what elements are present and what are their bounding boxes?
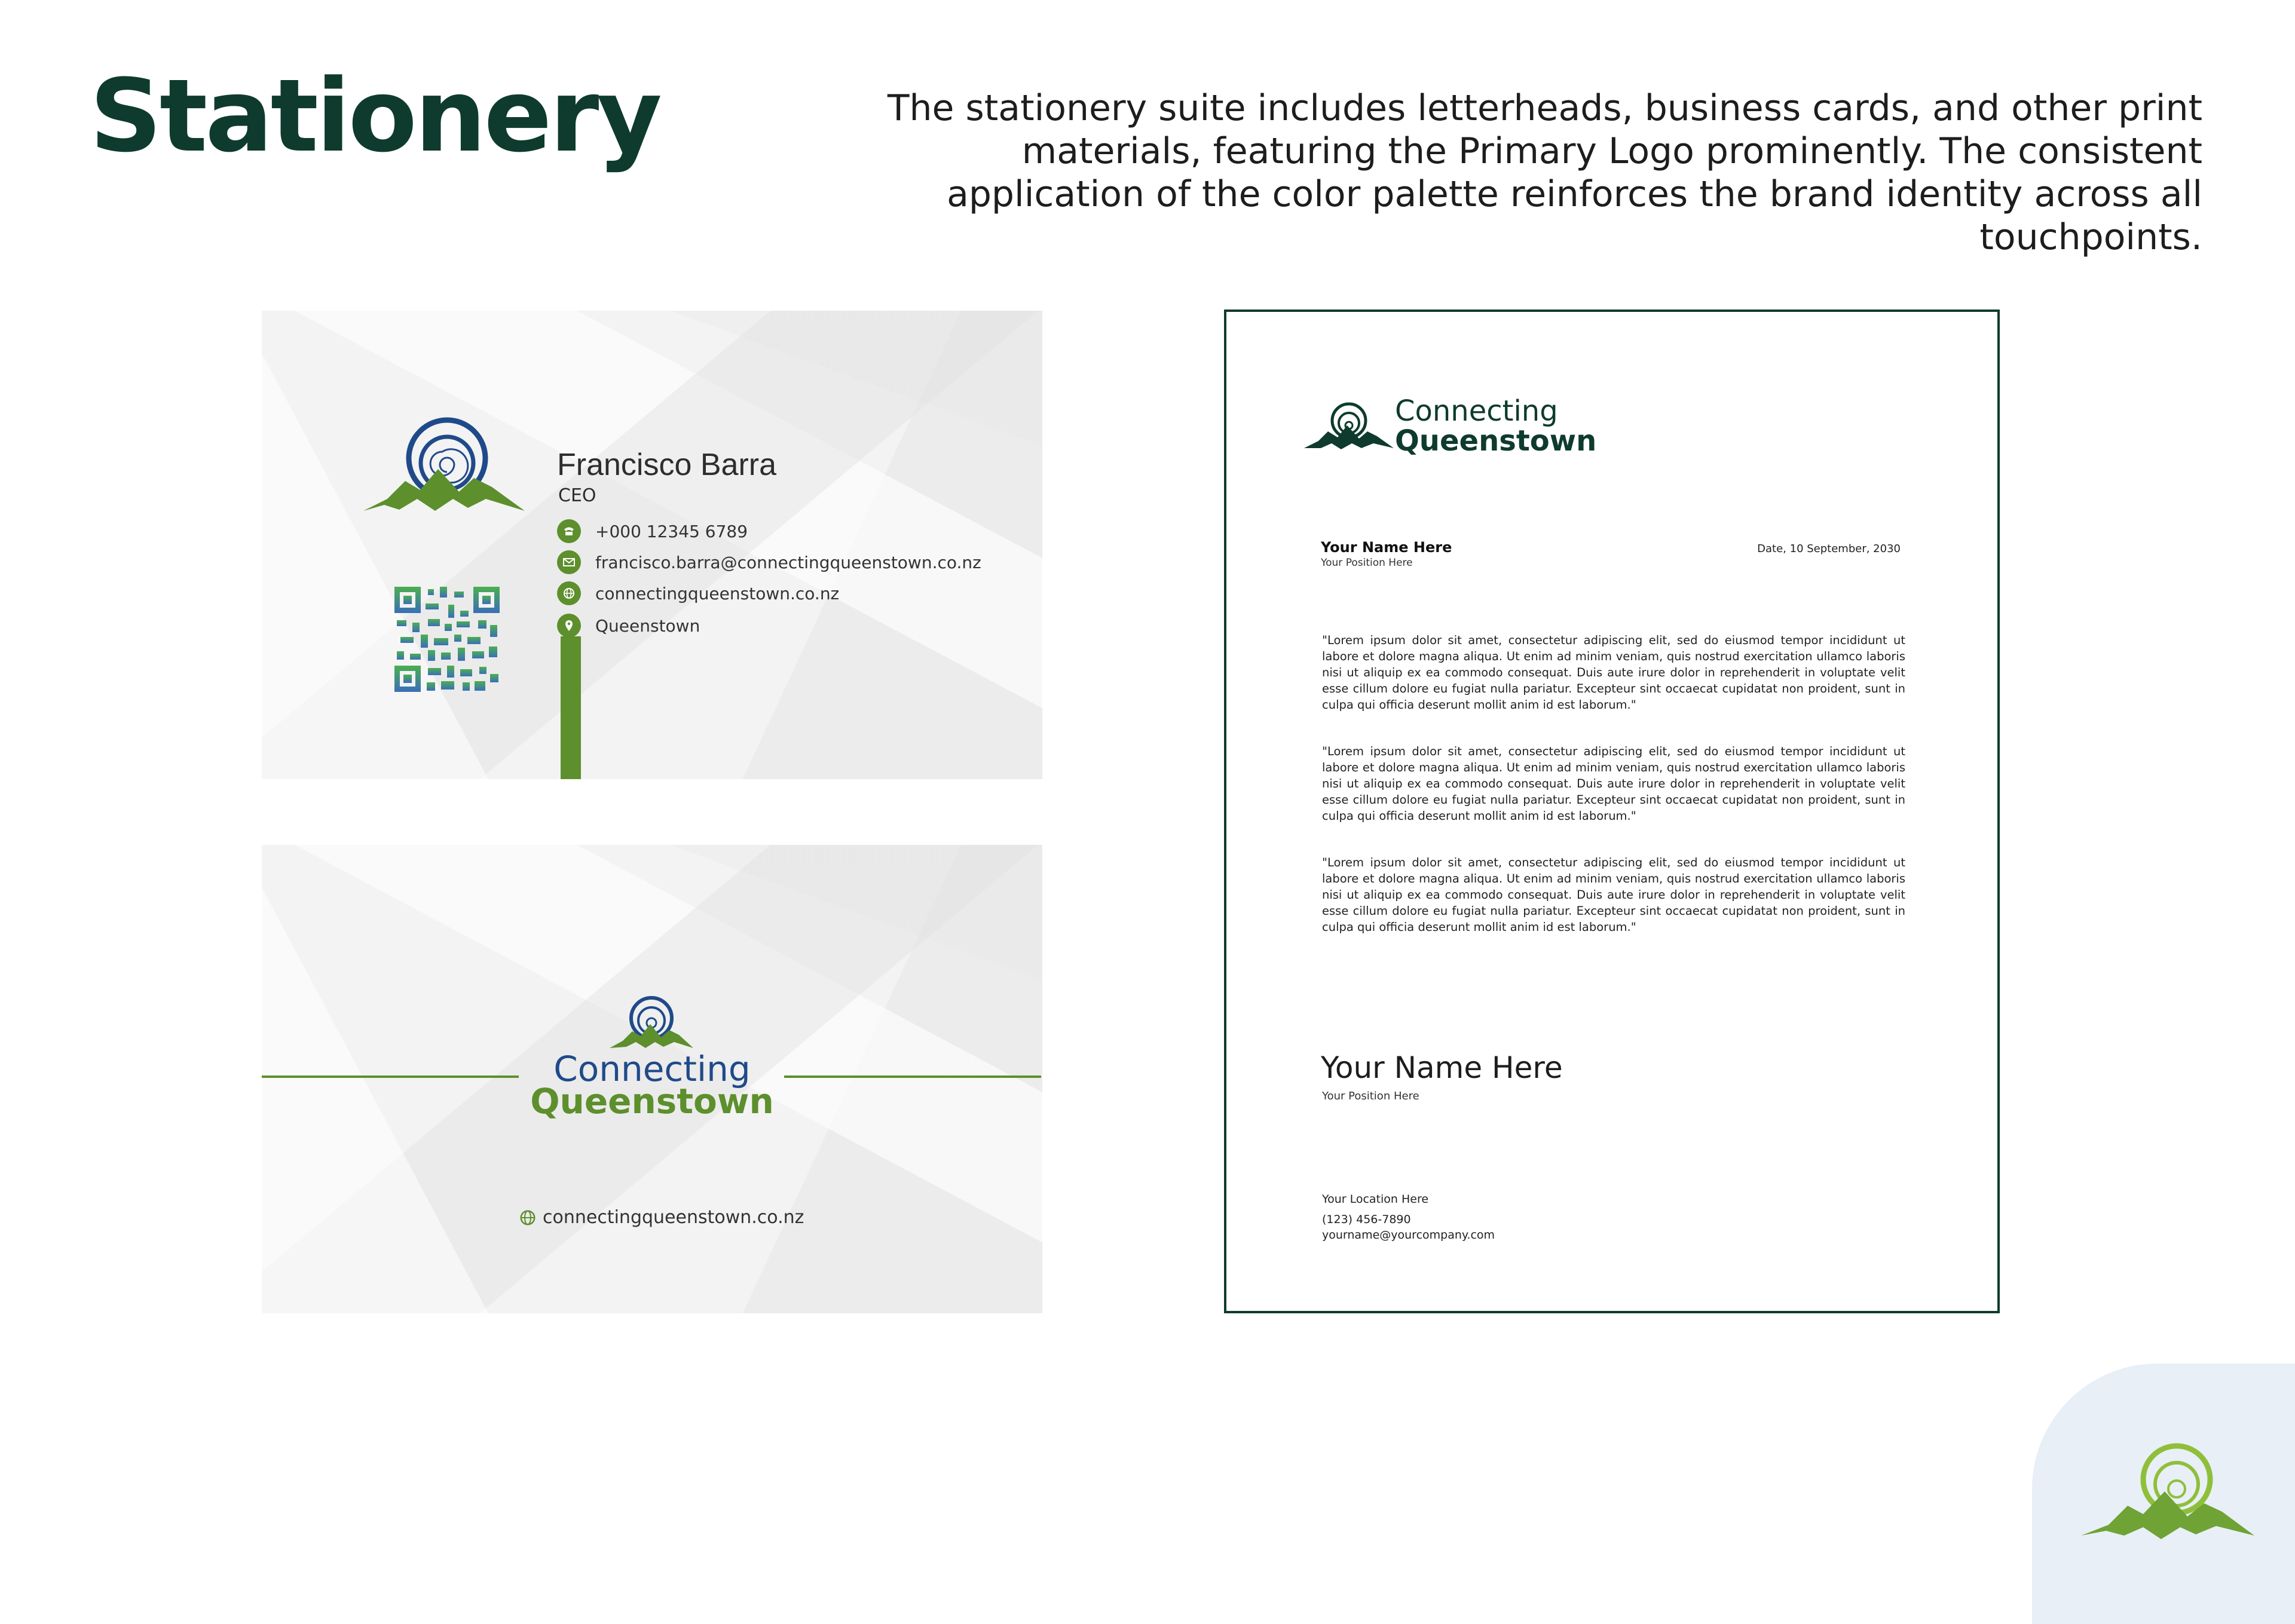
contact-phone-text: +000 12345 6789 — [595, 521, 748, 541]
page-title: Stationery — [90, 57, 660, 174]
globe-icon — [557, 581, 581, 605]
body-paragraph: "Lorem ipsum dolor sit amet, consectetur adipiscing elit, sed do eiusmod tempor incididunt ut labore et dolore magna aliqua. Ut enim ad minim veniam, quis nostrud exercitation ullamco laboris nisi ut aliquip ex ea commodo consequat. Duis aute irure dolor in reprehenderit in voluptate velit esse cillum dolore eu fugiat nulla pariatur. Excepteur sint occaecat cupidatat non proident, sunt in culpa qui officia deserunt mollit anim id est laborum." — [1322, 633, 1905, 712]
email-icon — [557, 550, 581, 574]
sender-position: Your Position Here — [1321, 557, 1413, 569]
letterhead-brand-line-1: Connecting — [1395, 394, 1558, 428]
logo-emblem — [610, 994, 693, 1054]
signature-name: Your Name Here — [1321, 1050, 1563, 1085]
contact-website-text: connectingqueenstown.co.nz — [595, 583, 840, 603]
body-paragraph: "Lorem ipsum dolor sit amet, consectetur adipiscing elit, sed do eiusmod tempor incididunt ut labore et dolore magna aliqua. Ut enim ad minim veniam, quis nostrud exercitation ullamco laboris nisi ut aliquip ex ea commodo consequat. Duis aute irure dolor in reprehenderit in voluptate velit esse cillum dolore eu fugiat nulla pariatur. Excepteur sint occaecat cupidatat non proident, sunt in culpa qui officia deserunt mollit anim id est laborum." — [1322, 856, 1905, 934]
contact-phone[interactable] — [557, 518, 748, 544]
contact-email-text: francisco.barra@connectingqueenstown.co.nz — [595, 552, 981, 572]
letterhead — [1224, 310, 2000, 1313]
globe-icon — [519, 1209, 537, 1227]
letterhead-brand-line-2: Queenstown — [1395, 424, 1597, 458]
back-website-text: connectingqueenstown.co.nz — [543, 1207, 804, 1228]
brand-name-line-1: Connecting — [553, 1049, 751, 1089]
footer-email: yourname@yourcompany.com — [1322, 1228, 1495, 1242]
footer-phone: (123) 456-7890 — [1322, 1213, 1411, 1226]
sender-name: Your Name Here — [1321, 539, 1452, 556]
back-website[interactable] — [519, 1207, 804, 1228]
contact-location — [557, 612, 700, 639]
logo-emblem — [1304, 400, 1394, 454]
letter-date: Date, 10 September, 2030 — [1757, 543, 1901, 555]
person-name: Francisco Barra — [557, 448, 776, 482]
phone-icon — [557, 519, 581, 543]
person-role: CEO — [558, 485, 596, 506]
logo-emblem — [363, 415, 531, 535]
intro-text: The stationery suite includes letterheads, business cards, and other print materials, featuring the Primary Logo prominently. The consistent application of the color palette reinforces the brand identity across all touchpoints. — [887, 87, 2202, 258]
corner-badge — [2032, 1363, 2295, 1624]
brand-name-line-2: Queenstown — [530, 1081, 774, 1122]
body-paragraph: "Lorem ipsum dolor sit amet, consectetur adipiscing elit, sed do eiusmod tempor incididunt ut labore et dolore magna aliqua. Ut enim ad minim veniam, quis nostrud exercitation ullamco laboris nisi ut aliquip ex ea commodo consequat. Duis aute irure dolor in reprehenderit in voluptate velit esse cillum dolore eu fugiat nulla pariatur. Excepteur sint occaecat cupidatat non proident, sunt in culpa qui officia deserunt mollit anim id est laborum." — [1322, 744, 1905, 823]
business-card-back — [262, 845, 1042, 1313]
signature-position: Your Position Here — [1322, 1090, 1419, 1102]
contact-website[interactable] — [557, 580, 839, 606]
logo-emblem — [2081, 1441, 2254, 1549]
business-card-front — [262, 311, 1042, 779]
location-pin-icon — [557, 614, 581, 638]
contact-email[interactable] — [557, 549, 981, 575]
qr-code[interactable] — [394, 587, 500, 694]
contact-location-text: Queenstown — [595, 615, 700, 636]
footer-location: Your Location Here — [1322, 1193, 1429, 1206]
qr-code-graphic — [394, 587, 500, 692]
accent-bar — [561, 636, 581, 779]
